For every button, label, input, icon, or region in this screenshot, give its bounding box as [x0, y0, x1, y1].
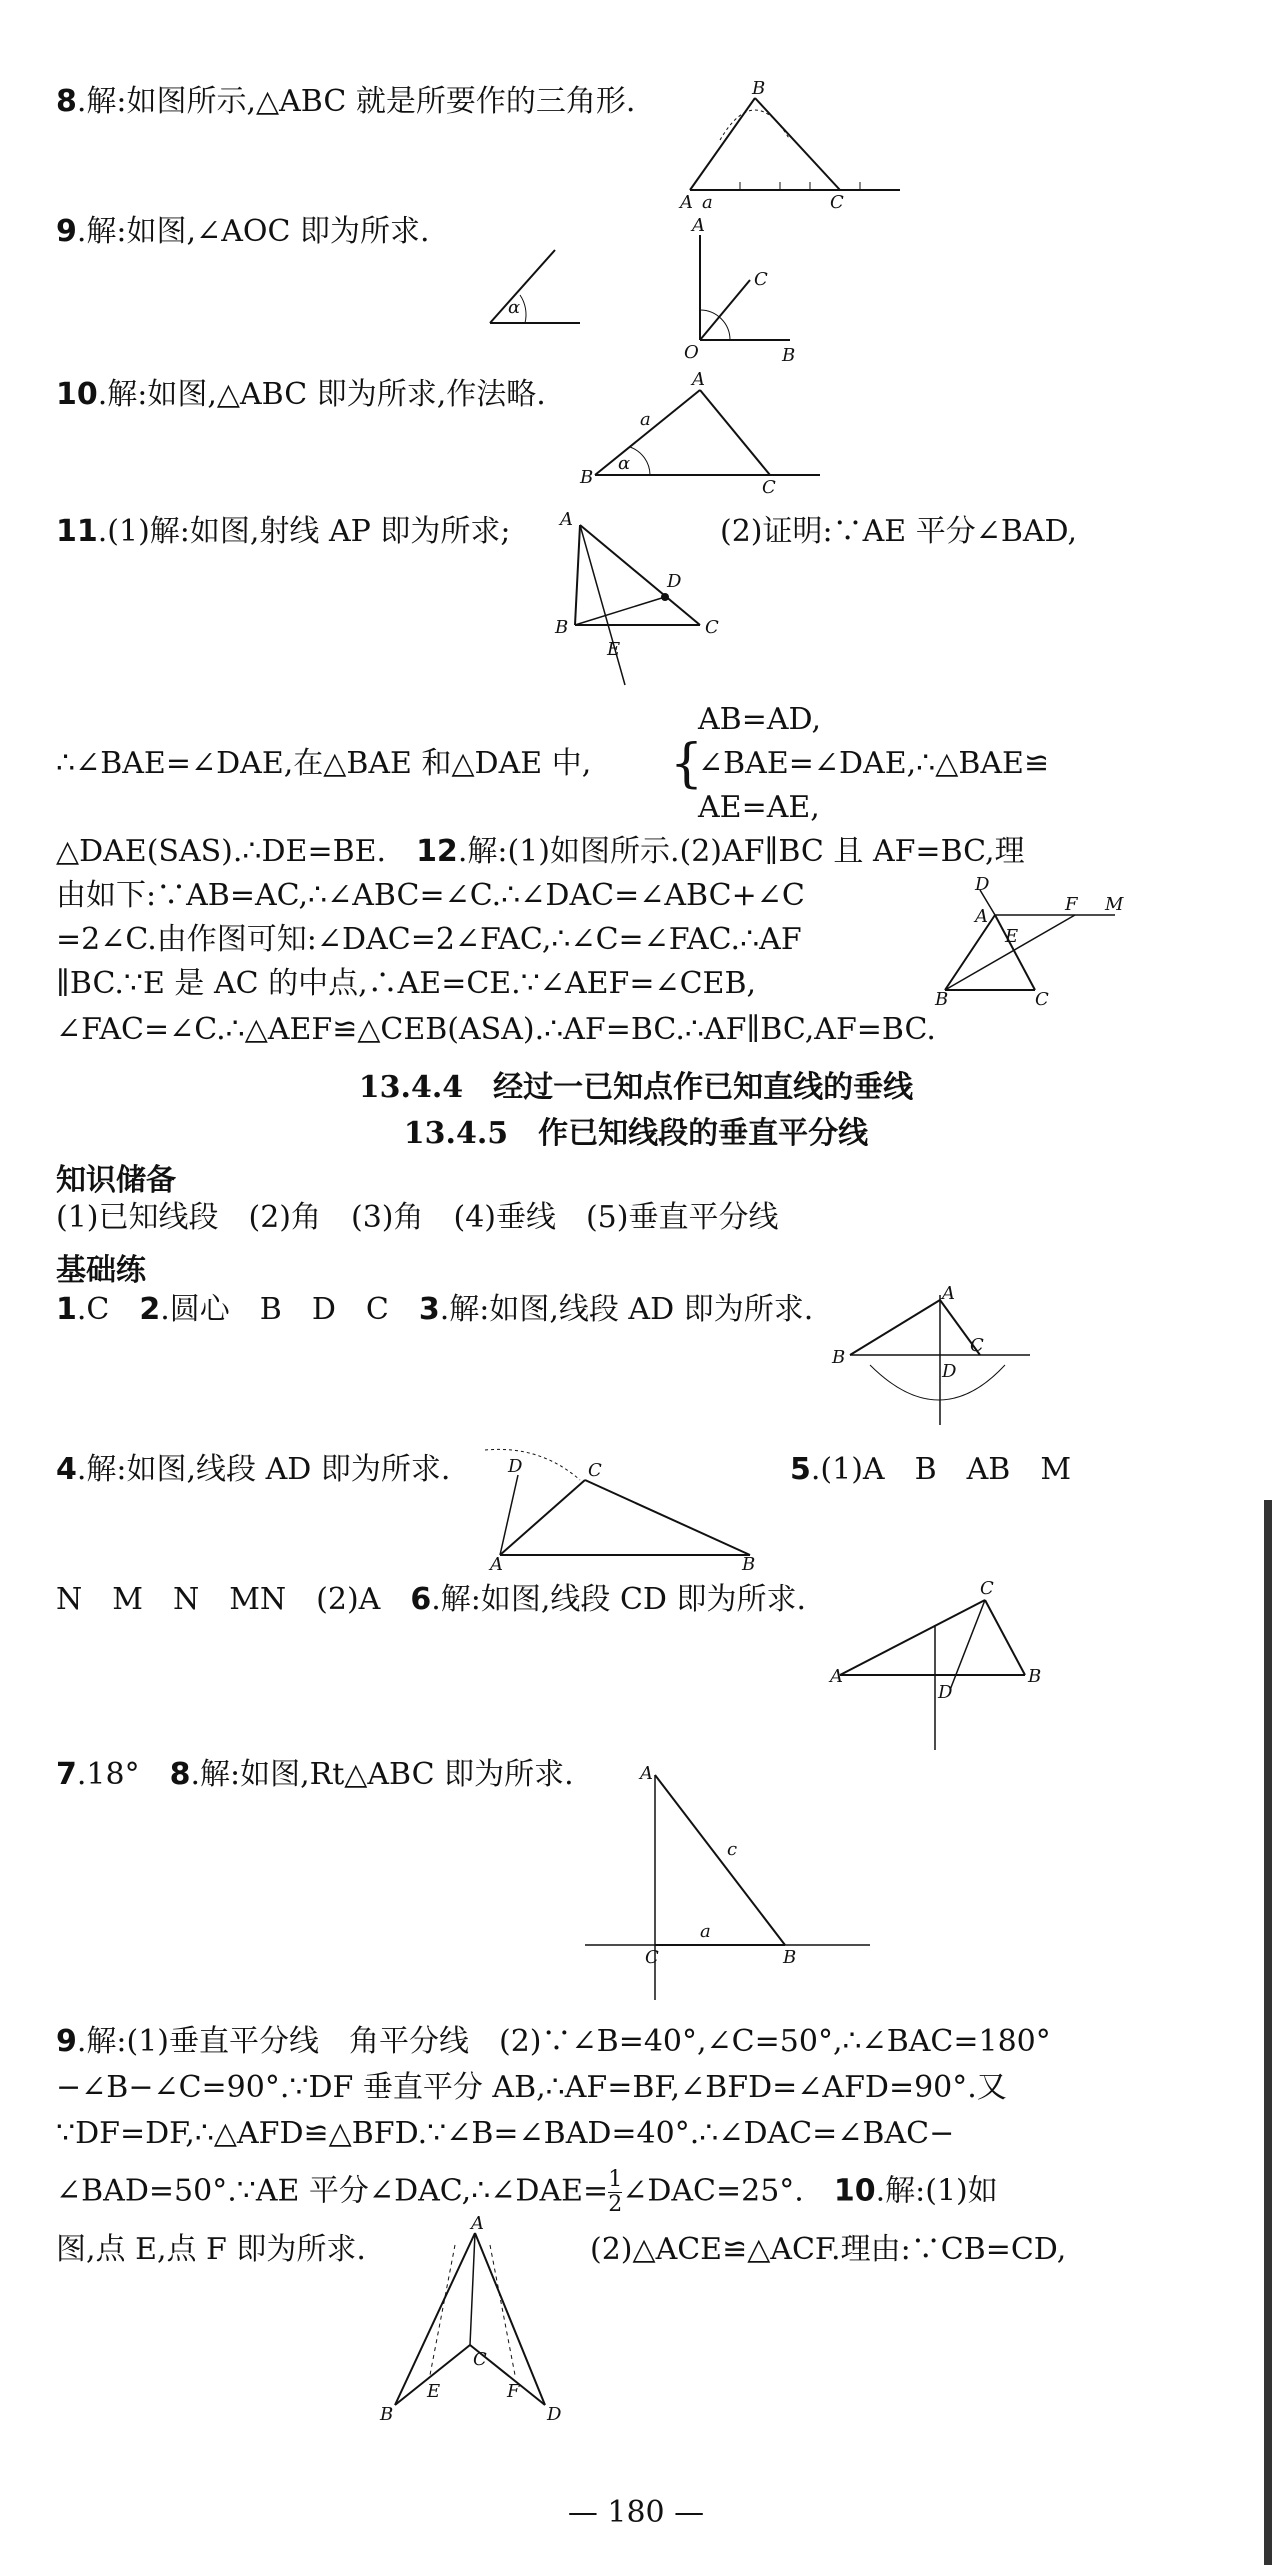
- figure-angle-alpha: [480, 245, 600, 335]
- label-b: B: [783, 1947, 797, 1968]
- label-e: E: [427, 2381, 441, 2402]
- system-eq3: AE=AE,: [698, 790, 820, 825]
- system-brace: {: [670, 734, 704, 794]
- label-alpha: α: [508, 297, 521, 318]
- problem-12-line4: ∥BC.∵E 是 AC 的中点,∴AE=CE.∵∠AEF=∠CEB,: [56, 966, 757, 1001]
- figure-problem-10: [375, 2213, 575, 2425]
- knowledge-items: (1)已知线段 (2)角 (3)角 (4)垂线 (5)垂直平分线: [56, 1200, 779, 1235]
- figure-problem-4: [470, 1440, 770, 1575]
- label-b: B: [555, 617, 569, 638]
- label-c: C: [588, 1460, 602, 1481]
- label-d: D: [547, 2404, 562, 2425]
- label-a: A: [471, 2213, 484, 2234]
- label-a: A: [560, 509, 573, 530]
- label-c: C: [1035, 989, 1049, 1010]
- problem-11-part2: (2)证明:∵AE 平分∠BAD,: [720, 514, 1078, 549]
- label-a-side: a: [702, 192, 713, 213]
- figure-problem-8-rt: [585, 1765, 875, 2005]
- problem-12-line3: =2∠C.由作图可知:∠DAC=2∠FAC,∴∠C=∠FAC.∴AF: [56, 922, 802, 957]
- basic-line-5: 5.(1)A B AB M: [790, 1452, 1072, 1487]
- basic-line-9-3: ∵DF=DF,∴△AFD≌△BFD.∵∠B=∠BAD=40°.∴∠DAC=∠BAC−: [56, 2116, 955, 2151]
- label-c: C: [830, 192, 844, 213]
- figure-angle-aoc: [670, 215, 810, 365]
- label-f: F: [1065, 894, 1078, 915]
- label-b: B: [782, 345, 796, 366]
- label-b: B: [935, 989, 949, 1010]
- label-alpha: α: [618, 453, 631, 474]
- basic-line-10-2a: 图,点 E,点 F 即为所求.: [56, 2232, 366, 2267]
- figure-triangle-abc-8: [680, 78, 920, 213]
- figure-triangle-10: [580, 365, 830, 498]
- label-c: C: [762, 477, 776, 498]
- figure-problem-3: [830, 1285, 1040, 1435]
- basic-line-4: 4.解:如图,线段 AD 即为所求.: [56, 1452, 451, 1487]
- label-f: F: [507, 2381, 520, 2402]
- page-number: — 180 —: [567, 2495, 705, 2530]
- basic-heading: 基础练: [56, 1253, 146, 1288]
- label-a: A: [830, 1666, 843, 1687]
- label-c-side: c: [727, 1839, 738, 1860]
- label-b: B: [580, 467, 594, 488]
- problem-12-line2: 由如下:∵AB=AC,∴∠ABC=∠C.∴∠DAC=∠ABC+∠C: [56, 878, 805, 913]
- label-a-vertex: A: [680, 192, 693, 213]
- label-d: D: [942, 1361, 957, 1382]
- problem-10-text: 10.解:如图,△ABC 即为所求,作法略.: [56, 377, 546, 412]
- label-o: O: [684, 342, 699, 363]
- knowledge-heading: 知识储备: [56, 1163, 176, 1198]
- system-eq2: ∠BAE=∠DAE,∴△BAE≌: [698, 746, 1050, 781]
- label-a: A: [942, 1283, 955, 1304]
- label-c: C: [473, 2349, 487, 2370]
- label-d: D: [667, 571, 682, 592]
- label-a: A: [975, 906, 988, 927]
- label-a-side: a: [700, 1921, 711, 1942]
- label-d: D: [508, 1456, 523, 1477]
- problem-9-text: 9.解:如图,∠AOC 即为所求.: [56, 214, 430, 249]
- section-title-13-4-4: 13.4.4 经过一已知点作已知直线的垂线: [358, 1070, 914, 1105]
- problem-11-conclusion: △DAE(SAS).∴DE=BE. 12.解:(1)如图所示.(2)AF∥BC 且 AF=BC,理: [56, 834, 1025, 869]
- page-edge-shadow: [1264, 1500, 1272, 2565]
- basic-line-10-2b: (2)△ACE≌△ACF.理由:∵CB=CD,: [590, 2232, 1067, 2267]
- label-e: E: [1005, 926, 1019, 947]
- label-c: C: [754, 269, 768, 290]
- fraction-half: $\frac{1}{2}$: [608, 2167, 623, 2217]
- label-b: B: [1028, 1666, 1042, 1687]
- label-c: C: [970, 1335, 984, 1356]
- figure-problem-6: [830, 1580, 1050, 1760]
- problem-11-line2-pre: ∴∠BAE=∠DAE,在△BAE 和△DAE 中,: [56, 746, 592, 781]
- label-d: D: [938, 1682, 953, 1703]
- label-d: D: [975, 874, 990, 895]
- label-e: E: [607, 639, 621, 660]
- basic-line-7: 7.18° 8.解:如图,Rt△ABC 即为所求.: [56, 1757, 574, 1792]
- basic-line-9-2: −∠B−∠C=90°.∵DF 垂直平分 AB,∴AF=BF,∠BFD=∠AFD=90°.又: [56, 2070, 1007, 2105]
- figure-triangle-11: [555, 509, 735, 690]
- label-c: C: [980, 1578, 994, 1599]
- label-c: C: [645, 1947, 659, 1968]
- label-b: B: [832, 1347, 846, 1368]
- label-side-a: a: [640, 409, 651, 430]
- label-b: B: [752, 78, 766, 99]
- label-a: A: [692, 369, 705, 390]
- label-m: M: [1105, 894, 1124, 915]
- problem-12-line5: ∠FAC=∠C.∴△AEF≌△CEB(ASA).∴AF=BC.∴AF∥BC,AF=BC.: [56, 1012, 936, 1047]
- label-a: A: [490, 1554, 503, 1575]
- basic-line-1: 1.C 2.圆心 B D C 3.解:如图,线段 AD 即为所求.: [56, 1292, 814, 1327]
- label-a: A: [640, 1763, 653, 1784]
- figure-triangle-12: [935, 874, 1135, 1010]
- basic-line-6: N M N MN (2)A 6.解:如图,线段 CD 即为所求.: [56, 1582, 807, 1617]
- label-a: A: [692, 215, 705, 236]
- problem-11-part1: 11.(1)解:如图,射线 AP 即为所求;: [56, 514, 511, 549]
- section-title-13-4-5: 13.4.5 作已知线段的垂直平分线: [403, 1116, 869, 1151]
- basic-line-9-1: 9.解:(1)垂直平分线 角平分线 (2)∵∠B=40°,∠C=50°,∴∠BAC=180°: [56, 2024, 1051, 2059]
- problem-8-text: 8.解:如图所示,△ABC 就是所要作的三角形.: [56, 84, 636, 119]
- label-b: B: [742, 1554, 756, 1575]
- label-c: C: [705, 617, 719, 638]
- basic-line-9-4: ∠BAD=50°.∵AE 平分∠DAC,∴∠DAE= $\frac{1}{2}$ ∠DAC=25°. 10.解:(1)如: [56, 2167, 998, 2217]
- label-b: B: [380, 2404, 394, 2425]
- system-eq1: AB=AD,: [698, 702, 822, 737]
